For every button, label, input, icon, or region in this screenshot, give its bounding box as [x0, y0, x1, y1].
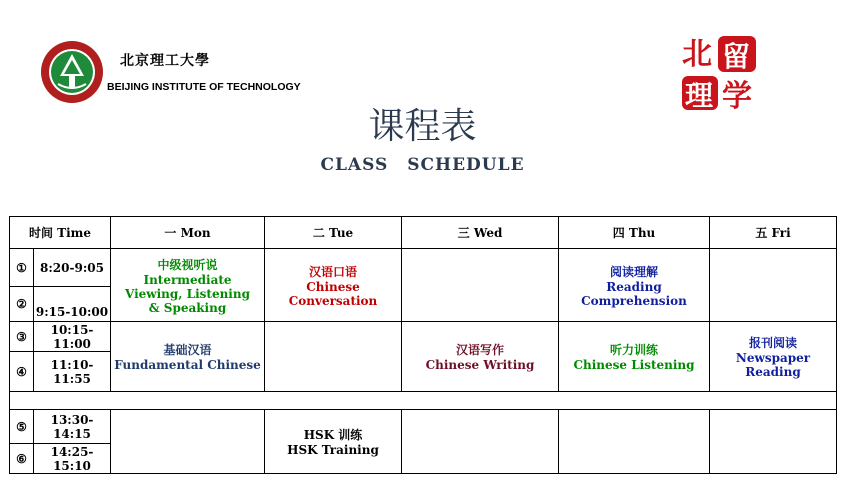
table-row [10, 410, 837, 444]
period-number: ② [10, 287, 34, 322]
header-row [10, 217, 837, 249]
empty-cell [710, 249, 837, 322]
period-time: 9:15-10:00 [34, 287, 111, 322]
course-name-en: Newspaper Reading [735, 351, 811, 379]
period-number: ③ [10, 322, 34, 352]
period-time: 10:15-11:00 [34, 322, 111, 352]
empty-cell [402, 249, 559, 322]
course-name-en: HSK Training [287, 443, 379, 457]
course-name-cn: 汉语写作 [455, 343, 504, 357]
col-header-mon: 一 Mon [111, 217, 265, 249]
col-header-tue: 二 Tue [265, 217, 402, 249]
schedule-title-cn: 课程表 [368, 106, 477, 147]
col-header-fri: 五 Fri [710, 217, 837, 249]
university-name-cn: 北京理工大學 [120, 53, 210, 69]
empty-cell [710, 410, 837, 474]
course-name-en: Intermediate Viewing, Listening & Speaking [125, 272, 250, 315]
course-name-en: Chinese Listening [573, 358, 695, 372]
svg-text:理: 理 [685, 79, 714, 112]
course-name-cn: 阅读理解 [609, 264, 658, 279]
period-number: ⑥ [10, 444, 34, 474]
course-name-en: Fundamental Chinese [114, 358, 261, 372]
course-cell [710, 322, 837, 392]
table-row [10, 322, 837, 352]
course-name-cn: 中级视听说 [157, 257, 218, 272]
course-name-en: Reading Comprehension [581, 279, 687, 308]
col-header-thu: 四 Thu [559, 217, 710, 249]
course-cell [265, 249, 402, 322]
period-time: 11:10-11:55 [34, 352, 111, 392]
period-number: ⑤ [10, 410, 34, 444]
course-cell [111, 249, 265, 322]
period-time: 13:30-14:15 [34, 410, 111, 444]
course-cell [559, 249, 710, 322]
period-number: ④ [10, 352, 34, 392]
class-schedule-table [9, 216, 837, 474]
empty-cell [559, 410, 710, 474]
university-name-en: BEIJING INSTITUTE OF TECHNOLOGY [107, 81, 301, 93]
empty-cell [265, 322, 402, 392]
schedule-title-en: CLASS SCHEDULE [320, 155, 525, 175]
course-name-en: Chinese Conversation [288, 279, 378, 308]
period-time: 14:25-15:10 [34, 444, 111, 474]
course-name-en: Chinese Writing [425, 358, 535, 372]
course-cell [265, 410, 402, 474]
course-name-cn: 报刊阅读 [748, 336, 797, 350]
period-number: ① [10, 249, 34, 287]
empty-cell [402, 410, 559, 474]
page-header [0, 0, 845, 212]
svg-text:北: 北 [682, 37, 712, 72]
table-row [10, 249, 837, 287]
svg-text:学: 学 [722, 79, 752, 114]
col-header-time: 时间 Time [10, 217, 111, 249]
course-cell [402, 322, 559, 392]
bit-emblem-logo [40, 40, 104, 104]
empty-cell [111, 410, 265, 474]
lunch-break-row [10, 392, 837, 410]
course-name-cn: 基础汉语 [163, 343, 212, 357]
course-name-cn: 听力训练 [609, 343, 658, 357]
course-name-cn: HSK 训练 [303, 428, 363, 442]
col-header-wed: 三 Wed [402, 217, 559, 249]
course-cell [559, 322, 710, 392]
course-name-cn: 汉语口语 [308, 264, 357, 279]
course-cell [111, 322, 265, 392]
svg-text:留: 留 [722, 40, 751, 73]
break-cell [10, 392, 837, 410]
period-time: 8:20-9:05 [34, 249, 111, 287]
